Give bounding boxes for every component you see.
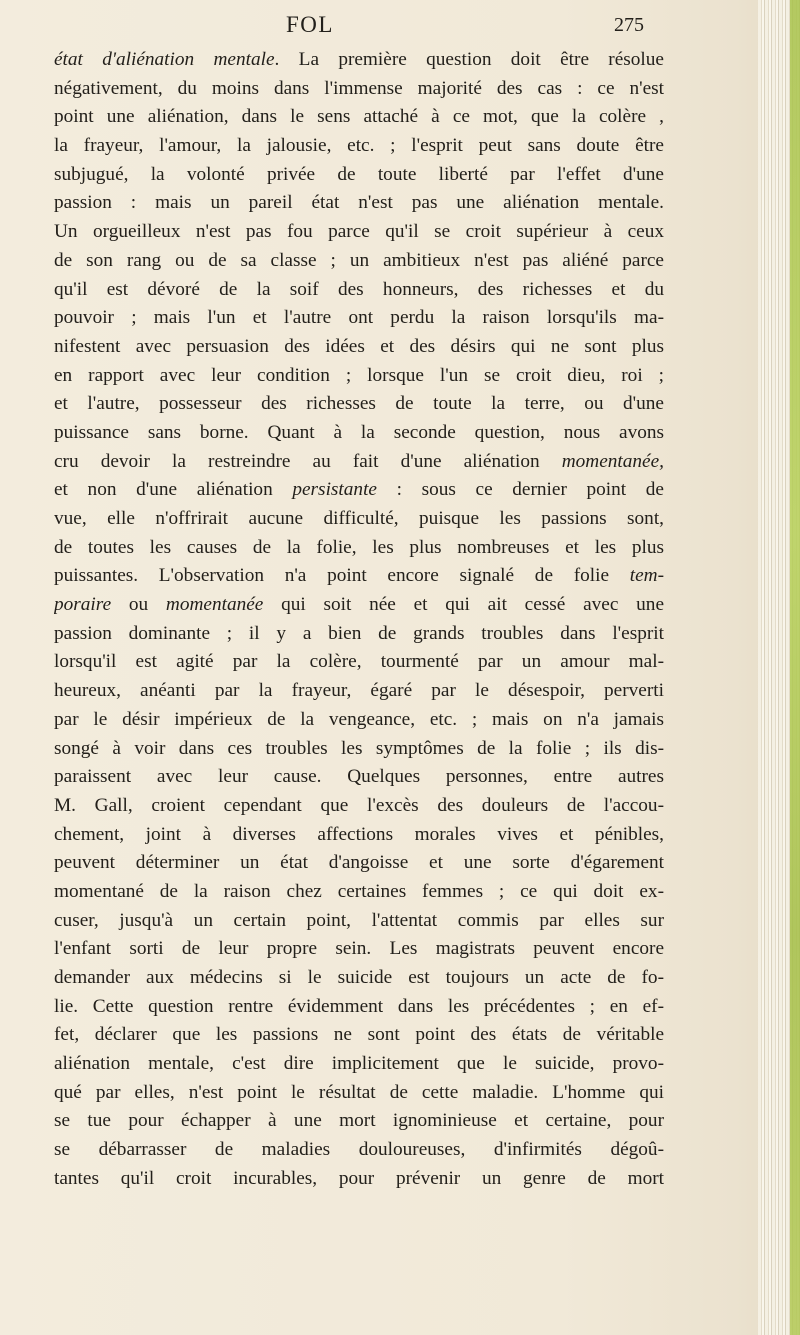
text-line <box>54 276 664 305</box>
text-line <box>54 1136 664 1165</box>
italic-text: momentanée, <box>561 450 664 472</box>
text-line <box>54 103 664 132</box>
text-run: subjugué, la volonté privée de toute liberté par l'effet d'une <box>54 163 664 185</box>
text-line <box>54 534 664 563</box>
italic-text: état d'aliénation mentale <box>54 49 275 70</box>
text-run: paraissent avec leur cause. Quelques personnes, entre autres <box>54 766 664 788</box>
text-run: pouvoir ; mais l'un et l'autre ont perdu la raison lorsqu'ils ma- <box>54 307 664 329</box>
text-run: aliénation mentale, c'est dire implicitement que le suicide, provo- <box>54 1053 664 1075</box>
text-run: et non d'une aliénation <box>54 479 293 501</box>
text-line <box>54 1107 664 1136</box>
text-run: fet, déclarer que les passions ne sont point des états de véritable <box>54 1024 664 1046</box>
text-line <box>54 562 664 591</box>
running-head: FOL <box>286 12 334 37</box>
text-run: lie. Cette question rentre évidemment dans les précédentes ; en ef- <box>54 995 664 1017</box>
text-line <box>54 304 664 333</box>
text-run: qu'il est dévoré de la soif des honneurs, des richesses et du <box>54 278 664 300</box>
text-run: et l'autre, possesseur des richesses de toute la terre, ou d'une <box>54 393 664 415</box>
text-run: passion : mais un pareil état n'est pas une aliénation mentale. <box>54 192 664 214</box>
text-line <box>54 648 664 677</box>
page-number: 275 <box>614 14 644 36</box>
text-line <box>54 161 664 190</box>
green-binding-edge <box>790 0 800 1335</box>
italic-text: tem- <box>629 565 664 587</box>
text-line <box>54 935 664 964</box>
text-line <box>54 218 664 247</box>
text-run: point une aliénation, dans le sens attaché à ce mot, que la colère , <box>54 106 664 128</box>
text-line <box>54 247 664 276</box>
text-line <box>54 333 664 362</box>
text-run: demander aux médecins si le suicide est toujours un acte de fo- <box>54 967 664 988</box>
text-run: de toutes les causes de la folie, les plus nombreuses et les plus <box>54 536 664 558</box>
text-line <box>54 735 664 764</box>
text-run: songé à voir dans ces troubles les symptômes de la folie ; ils dis- <box>54 737 664 759</box>
text-line <box>54 907 664 936</box>
text-run: heureux, anéanti par la frayeur, égaré par le désespoir, perverti <box>54 680 664 702</box>
text-line <box>54 362 664 391</box>
text-run: passion dominante ; il y a bien de grands troubles dans l'esprit <box>54 622 664 644</box>
text-run: de son rang ou de sa classe ; un ambitieux n'est pas aliéné parce <box>54 249 664 271</box>
text-line <box>54 1021 664 1050</box>
text-run: . La première question doit être résolue <box>274 49 664 70</box>
text-line <box>54 792 664 821</box>
text-run: en rapport avec leur condition ; lorsque l'un se croit dieu, roi ; <box>54 364 664 386</box>
text-line <box>54 591 664 620</box>
text-line <box>54 964 664 993</box>
text-run: qué par elles, n'est point le résultat de cette maladie. L'homme qui <box>54 1081 664 1103</box>
text-line <box>54 763 664 792</box>
text-line <box>54 677 664 706</box>
text-line <box>54 390 664 419</box>
text-run: l'enfant sorti de leur propre sein. Les magistrats peuvent encore <box>54 938 664 960</box>
text-line <box>54 993 664 1022</box>
text-run: peuvent déterminer un état d'angoisse et une sorte d'égarement <box>54 852 664 874</box>
body-text <box>54 46 664 1194</box>
text-run: se tue pour échapper à une mort ignominieuse et certaine, pour <box>54 1110 664 1132</box>
text-line <box>54 75 664 104</box>
italic-text: poraire <box>54 594 112 616</box>
text-line <box>54 878 664 907</box>
text-run: momentané de la raison chez certaines femmes ; ce qui doit ex- <box>54 880 664 902</box>
text-run: puissance sans borne. Quant à la seconde question, nous avons <box>54 421 664 443</box>
text-run: vue, elle n'offrirait aucune difficulté, puisque les passions sont, <box>54 508 664 529</box>
text-run: cuser, jusqu'à un certain point, l'attentat commis par elles sur <box>54 909 664 931</box>
text-line <box>54 620 664 649</box>
text-run: qui soit née et qui ait cessé avec une <box>263 594 664 616</box>
text-run: nifestent avec persuasion des idées et des désirs qui ne sont plus <box>54 335 664 357</box>
text-line <box>54 505 664 534</box>
text-run: lorsqu'il est agité par la colère, tourmenté par un amour mal- <box>54 651 664 673</box>
text-line <box>54 419 664 448</box>
text-run: négativement, du moins dans l'immense majorité des cas : ce n'est <box>54 77 664 99</box>
text-run: : sous ce dernier point de <box>376 479 664 501</box>
text-line <box>54 1165 664 1194</box>
text-run: Un orgueilleux n'est pas fou parce qu'il se croit supérieur à ceux <box>54 221 664 243</box>
text-run: par le désir impérieux de la vengeance, etc. ; mais on n'a jamais <box>54 708 664 730</box>
text-line <box>54 46 664 75</box>
text-run: ou <box>111 594 166 616</box>
text-run: cru devoir la restreindre au fait d'une aliénation <box>54 450 562 472</box>
text-run: tantes qu'il croit incurables, pour prévenir un genre de mort <box>54 1167 664 1189</box>
text-line <box>54 448 664 477</box>
text-line <box>54 1050 664 1079</box>
text-line <box>54 1079 664 1108</box>
text-line <box>54 821 664 850</box>
page-header <box>54 8 664 42</box>
text-line <box>54 706 664 735</box>
text-line <box>54 132 664 161</box>
italic-text: persistante <box>292 479 377 501</box>
text-run: M. Gall, croient cependant que l'excès des douleurs de l'accou- <box>54 794 664 816</box>
text-run: la frayeur, l'amour, la jalousie, etc. ; l'esprit peut sans doute être <box>54 135 664 157</box>
text-run: se débarrasser de maladies douloureuses, d'infirmités dégoû- <box>54 1139 664 1161</box>
text-line <box>54 849 664 878</box>
text-run: puissantes. L'observation n'a point encore signalé de folie <box>54 565 630 587</box>
italic-text: momentanée <box>165 594 264 616</box>
text-line <box>54 189 664 218</box>
text-line <box>54 476 664 505</box>
text-run: chement, joint à diverses affections morales vives et pénibles, <box>54 823 664 845</box>
